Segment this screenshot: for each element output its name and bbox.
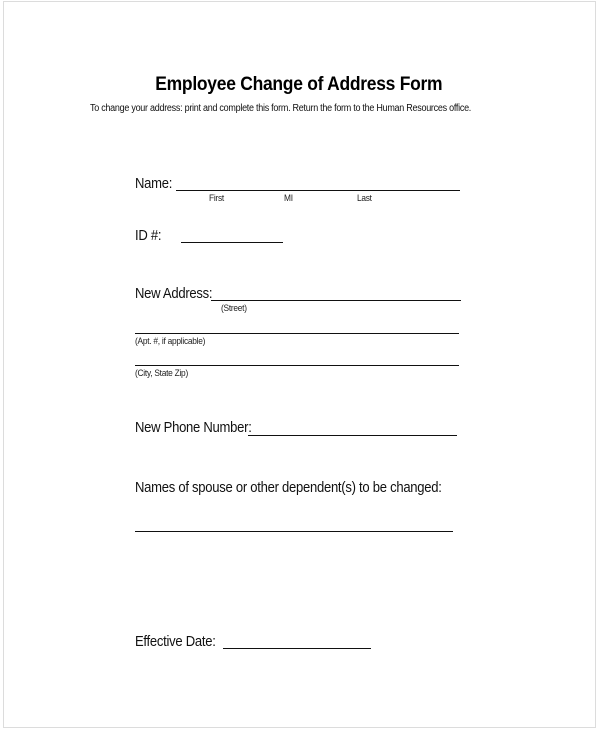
id-field-line[interactable]	[181, 242, 283, 243]
form-instructions: To change your address: print and complete this form. Return the form to the Human Resources office.	[90, 103, 472, 114]
name-field-line[interactable]	[176, 190, 460, 191]
address-apt-line[interactable]	[135, 333, 459, 334]
id-label: ID #:	[135, 228, 162, 244]
dependents-label: Names of spouse or other dependent(s) to be changed:	[135, 480, 442, 496]
address-street-line[interactable]	[211, 300, 461, 301]
form-title: Employee Change of Address Form	[155, 74, 443, 95]
name-hint-first: First	[209, 193, 224, 204]
name-hint-mi: MI	[284, 193, 293, 204]
name-label: Name:	[135, 176, 173, 192]
address-city-hint: (City, State Zip)	[135, 368, 188, 379]
address-city-line[interactable]	[135, 365, 459, 366]
address-street-hint: (Street)	[221, 303, 247, 314]
phone-label: New Phone Number:	[135, 420, 252, 436]
phone-field-line[interactable]	[248, 435, 457, 436]
dependents-field-line[interactable]	[135, 531, 453, 532]
address-label: New Address:	[135, 286, 213, 302]
address-apt-hint: (Apt. #, if applicable)	[135, 336, 206, 347]
effective-date-field-line[interactable]	[223, 648, 371, 649]
effective-date-label: Effective Date:	[135, 634, 216, 650]
name-hint-last: Last	[357, 193, 372, 204]
